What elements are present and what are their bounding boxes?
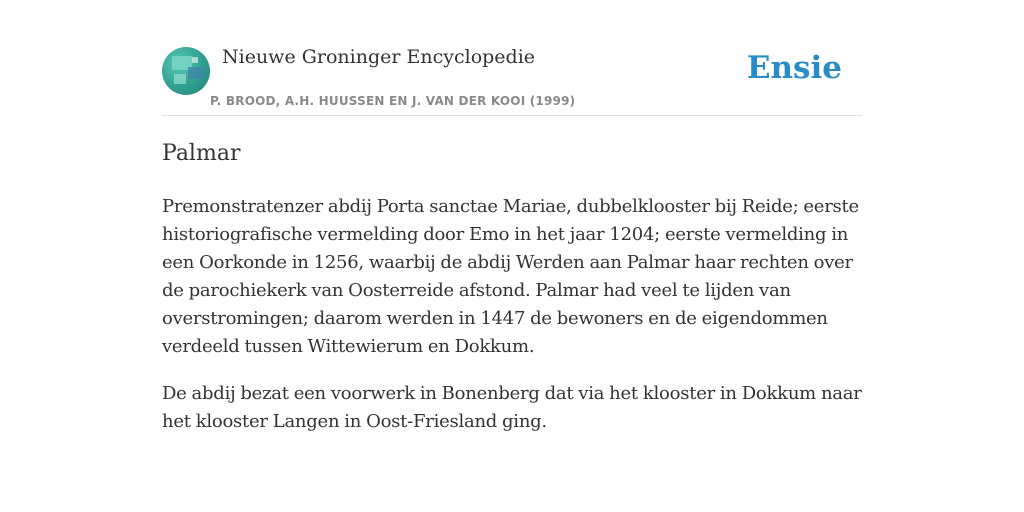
entry-content bbox=[162, 136, 862, 436]
ensie-logo[interactable]: Ensie bbox=[746, 50, 842, 86]
avatar-pattern bbox=[174, 74, 186, 84]
avatar-pattern bbox=[188, 67, 204, 79]
entry-title: Palmar bbox=[162, 141, 241, 166]
avatar-pattern bbox=[192, 57, 198, 63]
entry-paragraph: Premonstratenzer abdij Porta sanctae Mariae, dubbelklooster bij Reide; eerste historiografische vermelding door Emo in het jaar 1204; eerste vermelding in een Oorkonde in 1256, waarbij de abdij Werden aan Palmar haar rechten over de parochiekerk van Oosterreide afstond. Palmar had veel te lijden van overstromingen; daarom werden in 1447 de bewoners en de eigendommen verdeeld tussen Wittewierum en Dokkum. bbox=[162, 196, 859, 357]
encyclopedia-avatar[interactable] bbox=[162, 47, 210, 95]
entry-paragraph: De abdij bezat een voorwerk in Bonenberg dat via het klooster in Dokkum naar het klooster Langen in Oost-Friesland ging. bbox=[162, 383, 862, 432]
authors-line: P. BROOD, A.H. HUUSSEN EN J. VAN DER KOOI (1999) bbox=[210, 94, 576, 108]
source-header bbox=[162, 40, 862, 116]
encyclopedia-title[interactable]: Nieuwe Groninger Encyclopedie bbox=[222, 46, 536, 68]
